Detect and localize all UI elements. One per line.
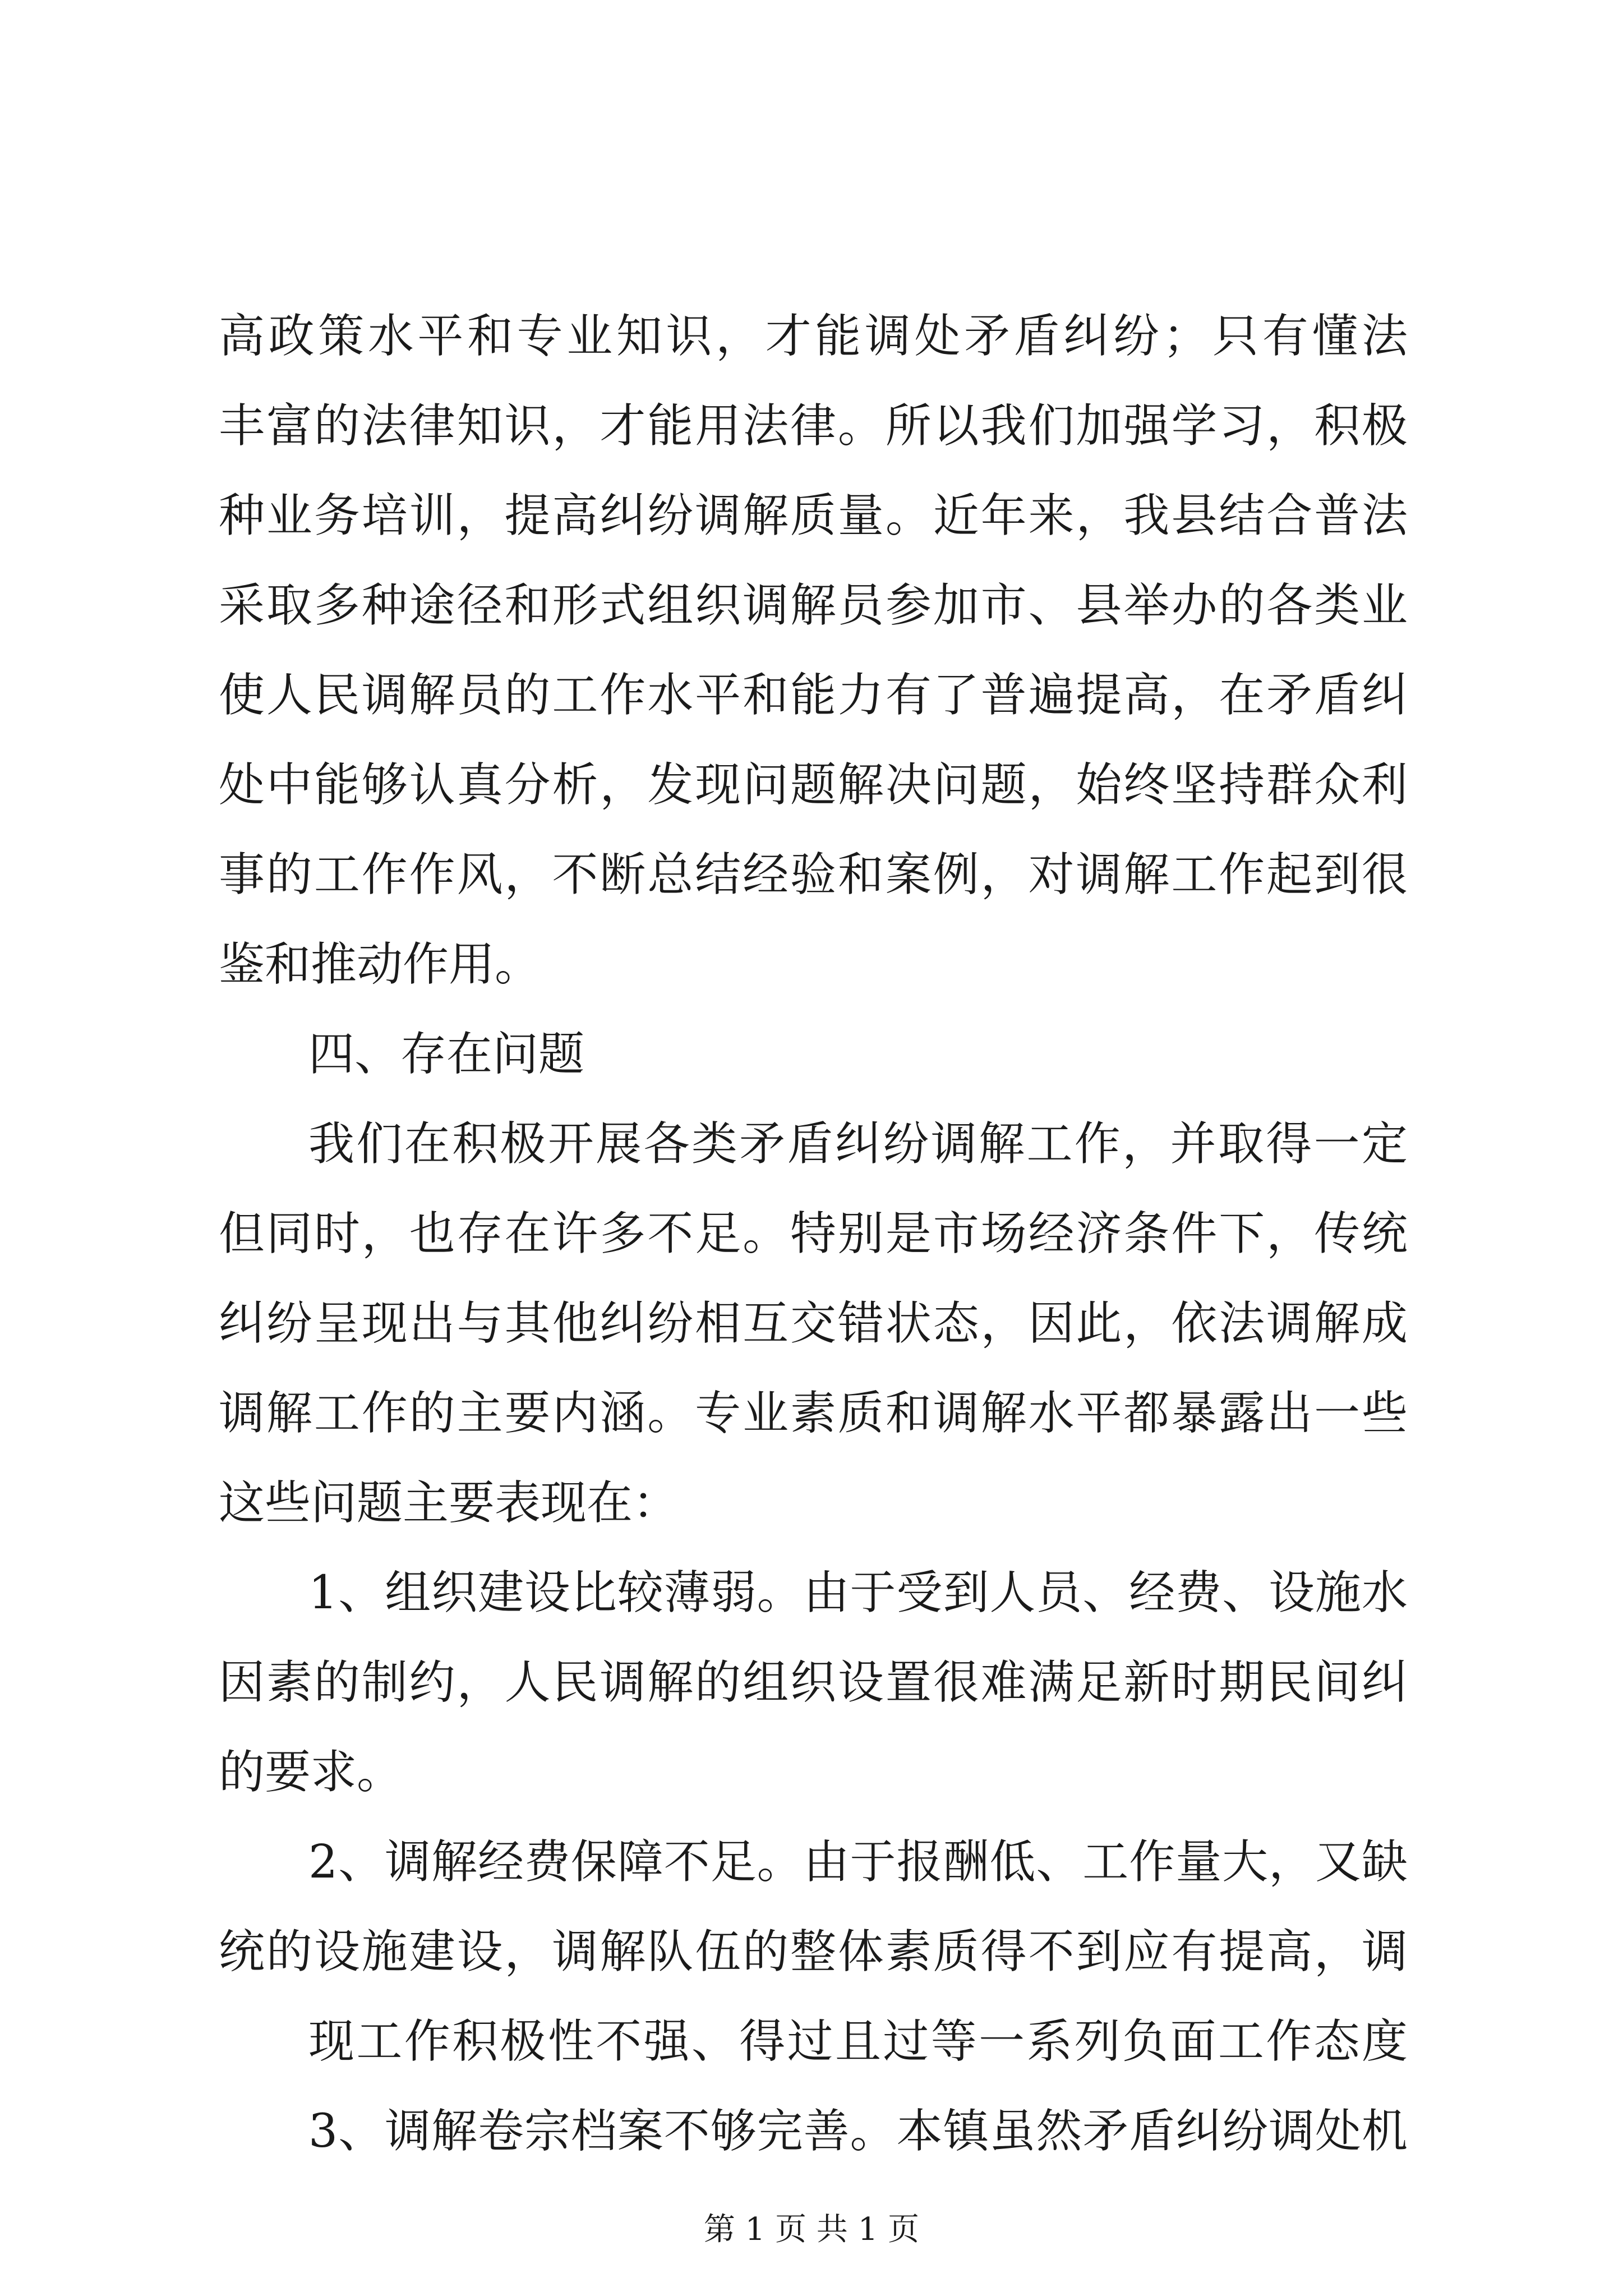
body-line-3: 种业务培训，提高纠纷调解质量。近年来，我县结合普法 — [219, 489, 1408, 542]
body-line-12: 纠纷呈现出与其他纠纷相互交错状态，因此，依法调解成 — [219, 1297, 1408, 1350]
body-line-16: 因素的制约，人民调解的组织设置很难满足新时期民间纠 — [219, 1656, 1408, 1709]
body-line-1: 高政策水平和专业知识，才能调处矛盾纠纷；只有懂法 — [219, 310, 1408, 363]
body-line-11: 但同时，也存在许多不足。特别是市场经济条件下，传统 — [219, 1207, 1408, 1260]
body-line-15: 1、组织建设比较薄弱。由于受到人员、经费、设施水 — [308, 1566, 1408, 1619]
body-line-6: 处中能够认真分析，发现问题解决问题，始终坚持群众利 — [219, 758, 1408, 812]
body-line-4: 采取多种途径和形式组织调解员参加市、县举办的各类业 — [219, 579, 1408, 632]
body-line-2: 丰富的法律知识，才能用法律。所以我们加强学习，积极 — [219, 399, 1408, 453]
body-line-21: 3、调解卷宗档案不够完善。本镇虽然矛盾纠纷调处机 — [308, 2105, 1408, 2158]
body-line-10: 我们在积极开展各类矛盾纠纷调解工作，并取得一定 — [308, 1117, 1408, 1171]
page-footer: 第 1 页 共 1 页 — [703, 2211, 920, 2248]
body-line-20: 现工作积极性不强、得过且过等一系列负面工作态度 — [308, 2015, 1408, 2068]
body-line-18: 2、调解经费保障不足。由于报酬低、工作量大，又缺 — [308, 1835, 1408, 1889]
body-line-8: 鉴和推动作用。 — [219, 938, 541, 991]
section-heading: 四、存在问题 — [308, 1028, 585, 1081]
body-line-5: 使人民调解员的工作水平和能力有了普遍提高，在矛盾纠 — [219, 669, 1408, 722]
body-line-17: 的要求。 — [219, 1746, 403, 1799]
body-line-14: 这些问题主要表现在： — [219, 1476, 679, 1530]
body-line-13: 调解工作的主要内涵。专业素质和调解水平都暴露出一些 — [219, 1387, 1408, 1440]
body-line-7: 事的工作作风，不断总结经验和案例，对调解工作起到很 — [219, 848, 1408, 901]
body-line-19: 统的设施建设，调解队伍的整体素质得不到应有提高，调 — [219, 1925, 1408, 1978]
